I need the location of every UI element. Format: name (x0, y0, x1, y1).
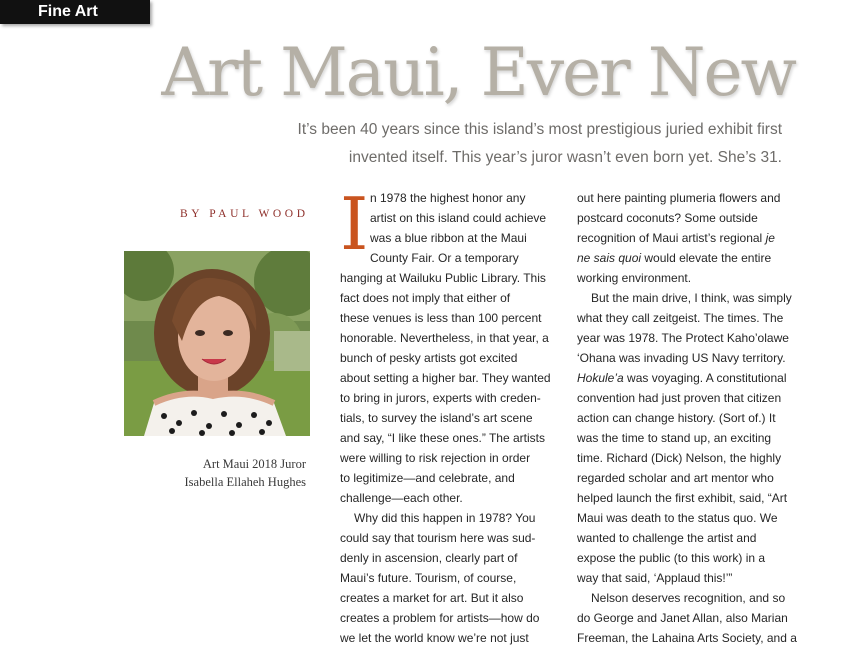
section-tab: Fine Art (0, 0, 150, 24)
caption-line-1: Art Maui 2018 Juror (202, 457, 306, 471)
text-line: Maui was death to the status quo. We (577, 511, 778, 525)
text-line: convention had just proven that citizen (577, 391, 782, 405)
text-line: what they call zeitgeist. The times. The (577, 311, 784, 325)
byline: BY PAUL WOOD (180, 208, 309, 220)
text-line: creates a market for art. But it also (340, 591, 524, 605)
subtitle-line-1: It’s been 40 years since this island’s most prestigious juried exhibit first (297, 121, 782, 138)
text-line: artist on this island could achieve (370, 211, 547, 225)
text-line: to legitimize—and celebrate, and (340, 471, 515, 485)
text-line: these venues is less than 100 percent (340, 311, 542, 325)
text-line: Why did this happen in 1978? You (354, 511, 536, 525)
text-line: creates a problem for artists—how do (340, 611, 540, 625)
text-line: way that said, ‘Applaud this!’” (577, 571, 733, 585)
text-line: about setting a higher bar. They wanted (340, 371, 551, 385)
text-line: we let the world know we’re not just (340, 631, 529, 645)
text-line: action can change history. (Sort of.) It (577, 411, 776, 425)
text-line: and say, “I like these ones.” The artists (340, 431, 545, 445)
juror-portrait-photo (124, 251, 310, 436)
text-line: postcard coconuts? Some outside (577, 211, 758, 225)
text-line: time. Richard (Dick) Nelson, the highly (577, 451, 782, 465)
text-run: recognition of Maui artist’s regional (577, 231, 763, 245)
portrait-illustration (124, 251, 310, 436)
text-line: challenge—each other. (340, 491, 463, 505)
text-line (577, 248, 809, 268)
text-line: ‘Ohana was invading US Navy territory. (577, 351, 786, 365)
text-line: was the time to stand up, an exciting (577, 431, 772, 445)
drop-cap: I (340, 182, 369, 266)
text-line: year was 1978. The Protect Kaho’olawe (577, 331, 789, 345)
text-line: Maui’s future. Tourism, of course, (340, 571, 517, 585)
text-line: expose the public (to this work) in a (577, 551, 766, 565)
text-line: denly in ascension, clearly part of (340, 551, 518, 565)
subtitle-line-2: invented itself. This year’s juror wasn’t even born yet. She’s 31. (348, 149, 782, 166)
text-line: helped launch the first exhibit, said, “Art (577, 491, 788, 505)
caption-line-2: Isabella Ellaheh Hughes (184, 475, 306, 489)
text-line: Freeman, the Lahaina Arts Society, and a (577, 631, 797, 645)
text-line: was a blue ribbon at the Maui (370, 231, 527, 245)
headline: Art Maui, Ever New (161, 34, 795, 111)
text-line: wanted to challenge the artist and (577, 531, 757, 545)
italic-phrase: ne sais quoi (577, 251, 642, 265)
text-line: out here painting plumeria flowers and (577, 191, 781, 205)
text-line: regarded scholar and art mentor who (577, 471, 774, 485)
text-line: hanging at Wailuku Public Library. This (340, 271, 546, 285)
text-line: were willing to risk rejection in order (340, 451, 531, 465)
text-line: Nelson deserves recognition, and so (591, 591, 786, 605)
text-line: fact does not imply that either of (340, 291, 511, 305)
text-line: n 1978 the highest honor any (370, 191, 526, 205)
text-line: County Fair. Or a temporary (370, 251, 519, 265)
article-column-1 (340, 182, 562, 648)
italic-phrase: Hokule’a (577, 371, 624, 385)
text-line (577, 368, 809, 388)
text-line: working environment. (577, 271, 692, 285)
text-run: was voyaging. A constitutional (627, 371, 787, 385)
text-line: to bring in jurors, experts with creden- (340, 391, 541, 405)
text-line (577, 228, 809, 248)
text-line: do George and Janet Allan, also Marian (577, 611, 788, 625)
italic-phrase: je (765, 231, 775, 245)
article-column-2 (577, 188, 809, 648)
subtitle (222, 116, 782, 172)
text-line: bunch of pesky artists got excited (340, 351, 518, 365)
text-line: But the main drive, I think, was simply (591, 291, 792, 305)
text-line: could say that tourism here was sud- (340, 531, 536, 545)
photo-caption (120, 455, 306, 491)
text-line: tials, to survey the island’s art scene (340, 411, 533, 425)
text-run: would elevate the entire (644, 251, 772, 265)
text-line: honorable. Nevertheless, in that year, a (340, 331, 549, 345)
